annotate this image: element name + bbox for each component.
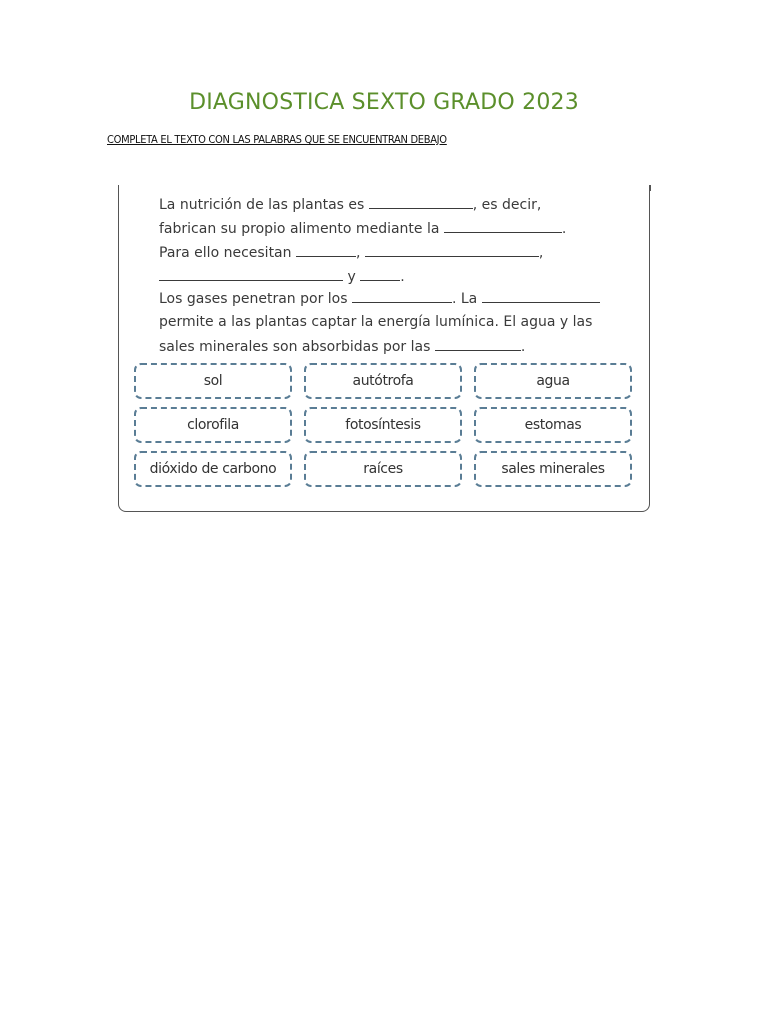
word-bank-item: autótrofa [304, 363, 462, 399]
card-corner-right [649, 185, 651, 191]
exercise-card [118, 186, 650, 512]
word-bank-item: raíces [304, 451, 462, 487]
text-line-7 [159, 338, 525, 355]
text-line-6: permite a las plantas captar la energía lumínica. El agua y las [159, 314, 593, 330]
blank-4 [365, 244, 539, 257]
text-line-3 [159, 244, 543, 261]
line-text: , [538, 245, 544, 261]
text-line-4 [159, 268, 405, 285]
instruction-text: COMPLETA EL TEXTO CON LAS PALABRAS QUE SE ENCUENTRAN DEBAJO [107, 133, 447, 146]
page-title: DIAGNOSTICA SEXTO GRADO 2023 [189, 90, 579, 115]
word-bank-item: dióxido de carbono [134, 451, 292, 487]
word-bank-item: agua [474, 363, 632, 399]
word-bank-item: estomas [474, 407, 632, 443]
line-text: , [355, 245, 361, 261]
line-text: Los gases penetran por los [159, 291, 348, 307]
word-bank-item: clorofila [134, 407, 292, 443]
line-text: . [520, 339, 526, 355]
blank-7 [352, 290, 452, 303]
line-text: . La [451, 291, 478, 307]
line-text: fabrican su propio alimento mediante la [159, 221, 440, 237]
word-bank-item: sol [134, 363, 292, 399]
line-text: sales minerales son absorbidas por las [159, 339, 431, 355]
line-text: , es decir, [472, 197, 542, 213]
line-text: Para ello necesitan [159, 245, 292, 261]
blank-5 [159, 268, 343, 281]
text-line-1 [159, 196, 541, 213]
line-text: . [400, 269, 405, 285]
blank-6 [360, 268, 400, 281]
word-bank-item: sales minerales [474, 451, 632, 487]
text-line-5 [159, 290, 600, 307]
blank-9 [435, 338, 521, 351]
blank-1 [369, 196, 473, 209]
line-text: y [347, 269, 356, 285]
line-text: La nutrición de las plantas es [159, 197, 365, 213]
blank-3 [296, 244, 356, 257]
word-bank-item: fotosíntesis [304, 407, 462, 443]
blank-8 [482, 290, 600, 303]
line-text: . [561, 221, 567, 237]
card-corner-left [118, 185, 120, 191]
blank-2 [444, 220, 562, 233]
text-line-2 [159, 220, 566, 237]
